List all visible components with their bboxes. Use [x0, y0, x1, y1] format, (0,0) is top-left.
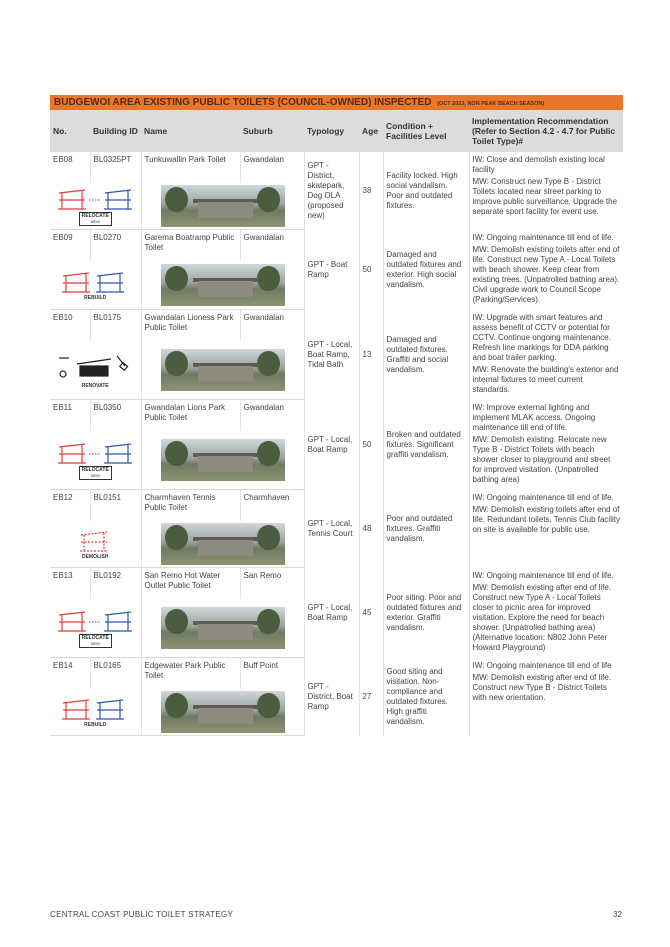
header-no: No. [50, 110, 90, 152]
action-label [79, 466, 112, 480]
cell-suburb: Charmhaven [240, 490, 304, 522]
cell-building-id: BL0350 [90, 400, 141, 432]
cell-no: EB13 [50, 568, 90, 600]
toilets-table [50, 110, 623, 736]
cell-name: Garema Boatramp Public Toilet [141, 230, 240, 262]
toilet-photo [161, 349, 285, 391]
action-icon-cell [50, 183, 141, 230]
cell-age: 50 [359, 400, 383, 490]
action-label [82, 383, 109, 389]
cell-suburb: Gwandalan [240, 310, 304, 342]
cell-suburb: Gwandalan [240, 152, 304, 183]
photo-cell [141, 599, 304, 658]
action-icon [52, 441, 139, 480]
recommendation-iw: IW: Ongoing maintenance till end of life. [472, 570, 614, 580]
action-icon-cell [50, 261, 141, 310]
action-icon-cell [50, 521, 141, 568]
cell-age: 50 [359, 230, 383, 310]
cell-typology: GPT - Local, Boat Ramp, Tidal Bath [304, 310, 359, 400]
table-header-row [50, 110, 623, 152]
header-age: Age [359, 110, 383, 152]
cell-name: Tunkuwallin Park Toilet [141, 152, 240, 183]
cell-name: Charmhaven Tennis Public Toilet [141, 490, 240, 522]
action-label-text: RENOVATE [81, 382, 109, 389]
cell-condition: Good siting and visitation. Non-compliance and outdated fixtures. High graffiti vandalism. [383, 658, 469, 736]
recommendation-mw: MW: Demolish existing after end of life. Construct new Type A - Local Toilets closer to picnic area for improved visitation. Explore the need for beach shower. (Unpatrolled bathing area) (Alternative location: N802 John Peter Howard Playground) [472, 582, 612, 652]
cell-typology: GPT - District, Boat Ramp [304, 658, 359, 736]
cell-condition: Broken and outdated fixtures. Significant graffiti vandalism. [383, 400, 469, 490]
rebuild-icon [55, 697, 135, 721]
header-building-id: Building ID [90, 110, 141, 152]
header-suburb: Suburb [240, 110, 304, 152]
photo-cell [141, 183, 304, 230]
recommendation-iw: IW: Close and demolish existing local facility [472, 155, 605, 174]
cell-recommendation [469, 310, 623, 400]
action-icon [52, 352, 139, 389]
photo-cell [141, 431, 304, 490]
table-row [50, 658, 623, 690]
rebuild-icon [55, 270, 135, 294]
cell-age: 27 [359, 658, 383, 736]
cell-no: EB11 [50, 400, 90, 432]
action-label-text: REBUILD [84, 294, 107, 301]
cell-building-id: BL0192 [90, 568, 141, 600]
cell-suburb: Buff Point [240, 658, 304, 690]
cell-no: EB12 [50, 490, 90, 522]
table-row [50, 568, 623, 600]
action-icon [52, 187, 139, 226]
cell-building-id: BL0325PT [90, 152, 141, 183]
action-label-text: RELOCATE [81, 634, 109, 641]
cell-recommendation [469, 230, 623, 310]
action-icon-cell [50, 431, 141, 490]
recommendation-mw: MW: Demolish existing toilets after end of life. Redundant toilets, Tennis Club facility on site is available for public use. [472, 504, 620, 534]
cell-building-id: BL0270 [90, 230, 141, 262]
cell-condition: Poor siting. Poor and outdated fixtures and exterior. Graffiti vandalism. [383, 568, 469, 658]
recommendation-iw: IW: Ongoing maintenance till end of life [472, 660, 612, 670]
cell-recommendation [469, 490, 623, 568]
relocate-icon [55, 609, 135, 633]
cell-typology: GPT - Local, Boat Ramp [304, 400, 359, 490]
toilet-photo [161, 691, 285, 733]
cell-name: Edgewater Park Public Toilet [141, 658, 240, 690]
toilet-photo [161, 185, 285, 227]
action-new-text: NEW [90, 218, 100, 224]
action-icon [52, 270, 139, 301]
header-typology: Typology [304, 110, 359, 152]
toilet-photo [161, 523, 285, 565]
action-new-text: NEW [90, 640, 100, 646]
toilet-photo [161, 607, 285, 649]
table-row [50, 152, 623, 183]
recommendation-iw: IW: Ongoing maintenance till end of life. [472, 232, 614, 242]
action-icon [52, 529, 139, 560]
cell-no: EB09 [50, 230, 90, 262]
recommendation-mw: MW: Renovate the building's exterior and internal fixtures to meet current standards. [472, 364, 619, 394]
action-icon [52, 697, 139, 728]
cell-name: Gwandalan Lions Park Public Toilet [141, 400, 240, 432]
recommendation-mw: MW: Demolish existing. Relocate new Type B - District Toilets with beach shower closer to playground and street for improved visitation. (Unpatrolled bathing area) [472, 434, 611, 484]
recommendation-iw: IW: Ongoing maintenance till end of life. [472, 492, 614, 502]
banner-title: BUDGEWOI AREA EXISTING PUBLIC TOILETS (COUNCIL-OWNED) INSPECTED [54, 97, 432, 108]
action-label [84, 295, 106, 301]
cell-building-id: BL0151 [90, 490, 141, 522]
header-name: Name [141, 110, 240, 152]
photo-cell [141, 261, 304, 310]
relocate-icon [55, 441, 135, 465]
table-row [50, 230, 623, 262]
action-label [79, 634, 112, 648]
recommendation-mw: MW: Demolish existing toilets after end of life. Construct new Type A - Local Toilets with beach shower. Keep clear from existing trees. (Unpatrolled bathing area). Civil upgrade work to Council Scope (Parking/Services). [472, 244, 620, 304]
photo-cell [141, 341, 304, 400]
recommendation-iw: IW: Improve external lighting and implement MLAK access. Ongoing maintenance till end of life. [472, 402, 596, 432]
page-number: 32 [613, 910, 622, 919]
photo-cell [141, 521, 304, 568]
cell-building-id: BL0175 [90, 310, 141, 342]
cell-condition: Damaged and outdated fixtures and exterior. High social vandalism. [383, 230, 469, 310]
header-condition: Condition + Facilities Level [383, 110, 469, 152]
table-row [50, 400, 623, 432]
cell-condition: Facility locked. High social vandalism. Poor and outdated fixtures. [383, 152, 469, 230]
cell-typology: GPT - District, skatepark, Dog OLA (proposed new) [304, 152, 359, 230]
recommendation-mw: MW: Demolish existing after end of life. Construct new Type B - District Toilets with new orientation. [472, 672, 612, 702]
demolish-icon [55, 529, 135, 553]
cell-no: EB08 [50, 152, 90, 183]
action-label-text: RELOCATE [81, 466, 109, 473]
cell-no: EB14 [50, 658, 90, 690]
table-row [50, 490, 623, 522]
action-label-text: REBUILD [84, 721, 107, 728]
table-row [50, 310, 623, 342]
cell-age: 45 [359, 568, 383, 658]
action-label [84, 722, 106, 728]
renovate-icon [55, 352, 135, 382]
cell-typology: GPT - Local, Tennis Court [304, 490, 359, 568]
cell-recommendation [469, 568, 623, 658]
action-label [82, 554, 108, 560]
recommendation-mw: MW: Construct new Type B - District Toilets located near street parking to improve public surveillance. Upgrade the separate sport facility for event use. [472, 177, 618, 216]
cell-recommendation [469, 658, 623, 736]
action-label [79, 212, 112, 226]
action-label-text: RELOCATE [81, 212, 109, 219]
footer-title: CENTRAL COAST PUBLIC TOILET STRATEGY [50, 910, 234, 919]
banner-subtitle: (OCT 2023, NON PEAK BEACH SEASON) [437, 101, 545, 107]
photo-cell [141, 689, 304, 736]
cell-condition: Damaged and outdated fixtures. Graffiti and social vandalism. [383, 310, 469, 400]
cell-typology: GPT - Boat Ramp [304, 230, 359, 310]
cell-name: Gwandalan Lioness Park Public Toilet [141, 310, 240, 342]
cell-age: 13 [359, 310, 383, 400]
cell-typology: GPT - Local, Boat Ramp [304, 568, 359, 658]
cell-recommendation [469, 400, 623, 490]
cell-age: 38 [359, 152, 383, 230]
action-new-text: NEW [90, 472, 100, 478]
toilet-photo [161, 264, 285, 306]
action-icon [52, 609, 139, 648]
relocate-icon [55, 187, 135, 211]
action-icon-cell [50, 341, 141, 400]
action-label-text: DEMOLISH [82, 553, 109, 560]
cell-age: 48 [359, 490, 383, 568]
cell-building-id: BL0165 [90, 658, 141, 690]
recommendation-iw: IW: Upgrade with smart features and assess benefit of CCTV or potential for CCTV. Continue ongoing maintenance. Refresh line markings for DDA parking and boat trailer parking. [472, 312, 611, 362]
cell-suburb: Gwandalan [240, 400, 304, 432]
cell-recommendation [469, 152, 623, 230]
cell-condition: Poor and outdated fixtures. Graffiti vandalism. [383, 490, 469, 568]
cell-no: EB10 [50, 310, 90, 342]
header-recommendation: Implementation Recommendation (Refer to Section 4.2 - 4.7 for Public Toilet Type)# [469, 110, 623, 152]
toilet-photo [161, 439, 285, 481]
cell-suburb: Gwandalan [240, 230, 304, 262]
action-icon-cell [50, 599, 141, 658]
cell-suburb: San Remo [240, 568, 304, 600]
cell-name: San Remo Hot Water Outlet Public Toilet [141, 568, 240, 600]
action-icon-cell [50, 689, 141, 736]
section-banner [50, 95, 623, 110]
